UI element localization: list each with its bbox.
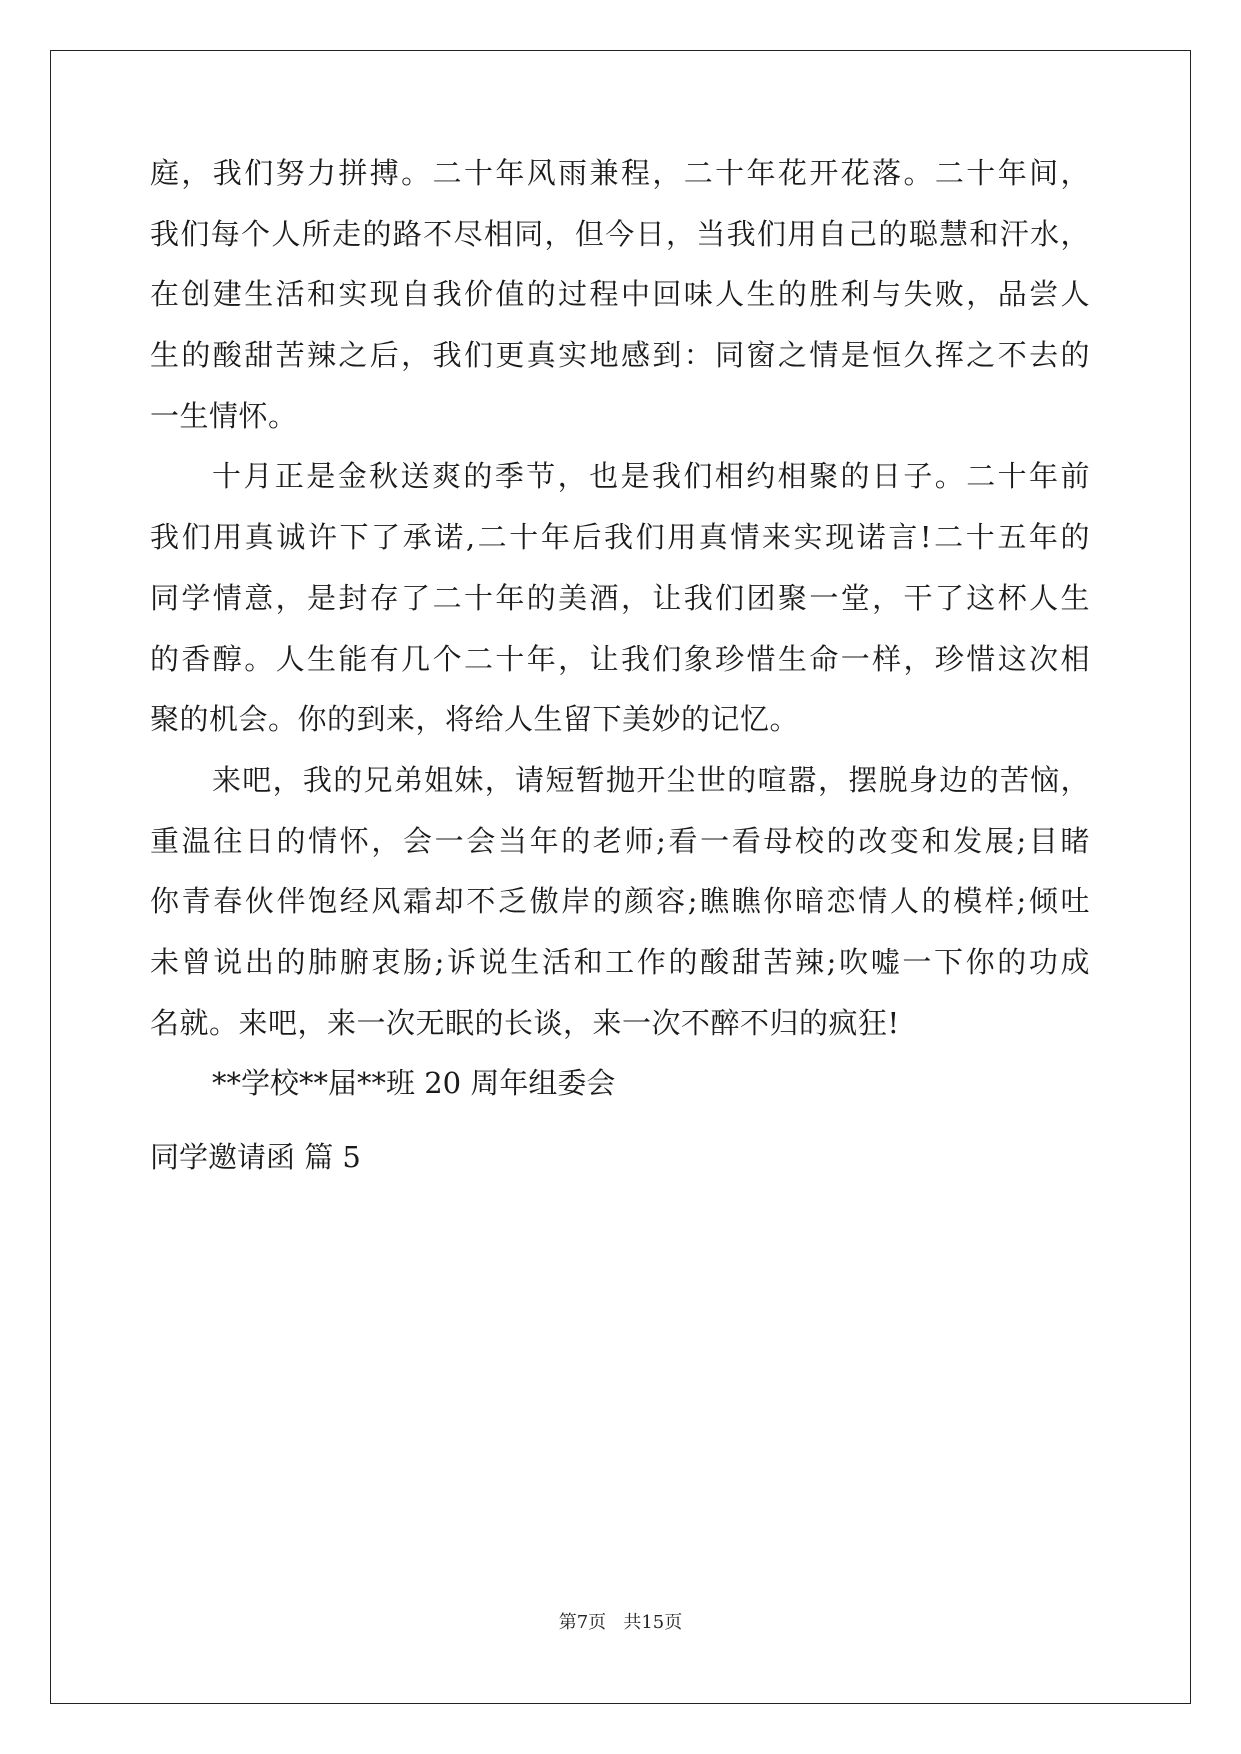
text-line: 一生情怀。 [150,398,298,433]
text-line: 未曾说出的肺腑衷肠;诉说生活和工作的酸甜苦辣;吹嘘一下你的功成 [150,944,1090,979]
paragraph [150,158,1090,461]
paragraph [150,762,1090,1068]
text-line: 我们每个人所走的路不尽相同，但今日，当我们用自己的聪慧和汗水， [150,216,1090,251]
text-line: 我们用真诚许下了承诺,二十年后我们用真情来实现诺言!二十五年的 [150,520,1090,555]
page-number-footer: 第7页 共15页 [558,1612,683,1633]
text-line: 名就。来吧，来一次无眠的长谈，来一次不醉不归的疯狂! [150,1005,900,1040]
document-body [150,156,1090,1175]
text-line: 重温往日的情怀，会一会当年的老师;看一看母校的改变和发展;目睹 [150,823,1090,858]
text-line: 来吧，我的兄弟姐妹，请短暂抛开尘世的喧嚣，摆脱身边的苦恼， [212,762,1090,797]
text-line: 十月正是金秋送爽的季节，也是我们相约相聚的日子。二十年前 [212,459,1090,494]
text-line: 的香醇。人生能有几个二十年，让我们象珍惜生命一样，珍惜这次相 [150,641,1090,676]
signature: **学校**届**班 20 周年组委会 [212,1066,616,1101]
text-line: 庭，我们努力拼搏。二十年风雨兼程，二十年花开花落。二十年间， [150,156,1090,190]
section-heading: 同学邀请函 篇 5 [150,1140,361,1175]
text-line: 你青春伙伴饱经风霜却不乏傲岸的颜容;瞧瞧你暗恋情人的模样;倾吐 [150,884,1090,919]
text-line: 生的酸甜苦辣之后，我们更真实地感到：同窗之情是恒久挥之不去的 [150,338,1090,373]
text-line: 在创建生活和实现自我价值的过程中回味人生的胜利与失败，品尝人 [150,277,1090,312]
text-line: 聚的机会。你的到来，将给人生留下美妙的记忆。 [150,702,800,737]
paragraph [150,461,1090,764]
text-line: 同学情意，是封存了二十年的美酒，让我们团聚一堂，干了这杯人生 [150,580,1090,615]
